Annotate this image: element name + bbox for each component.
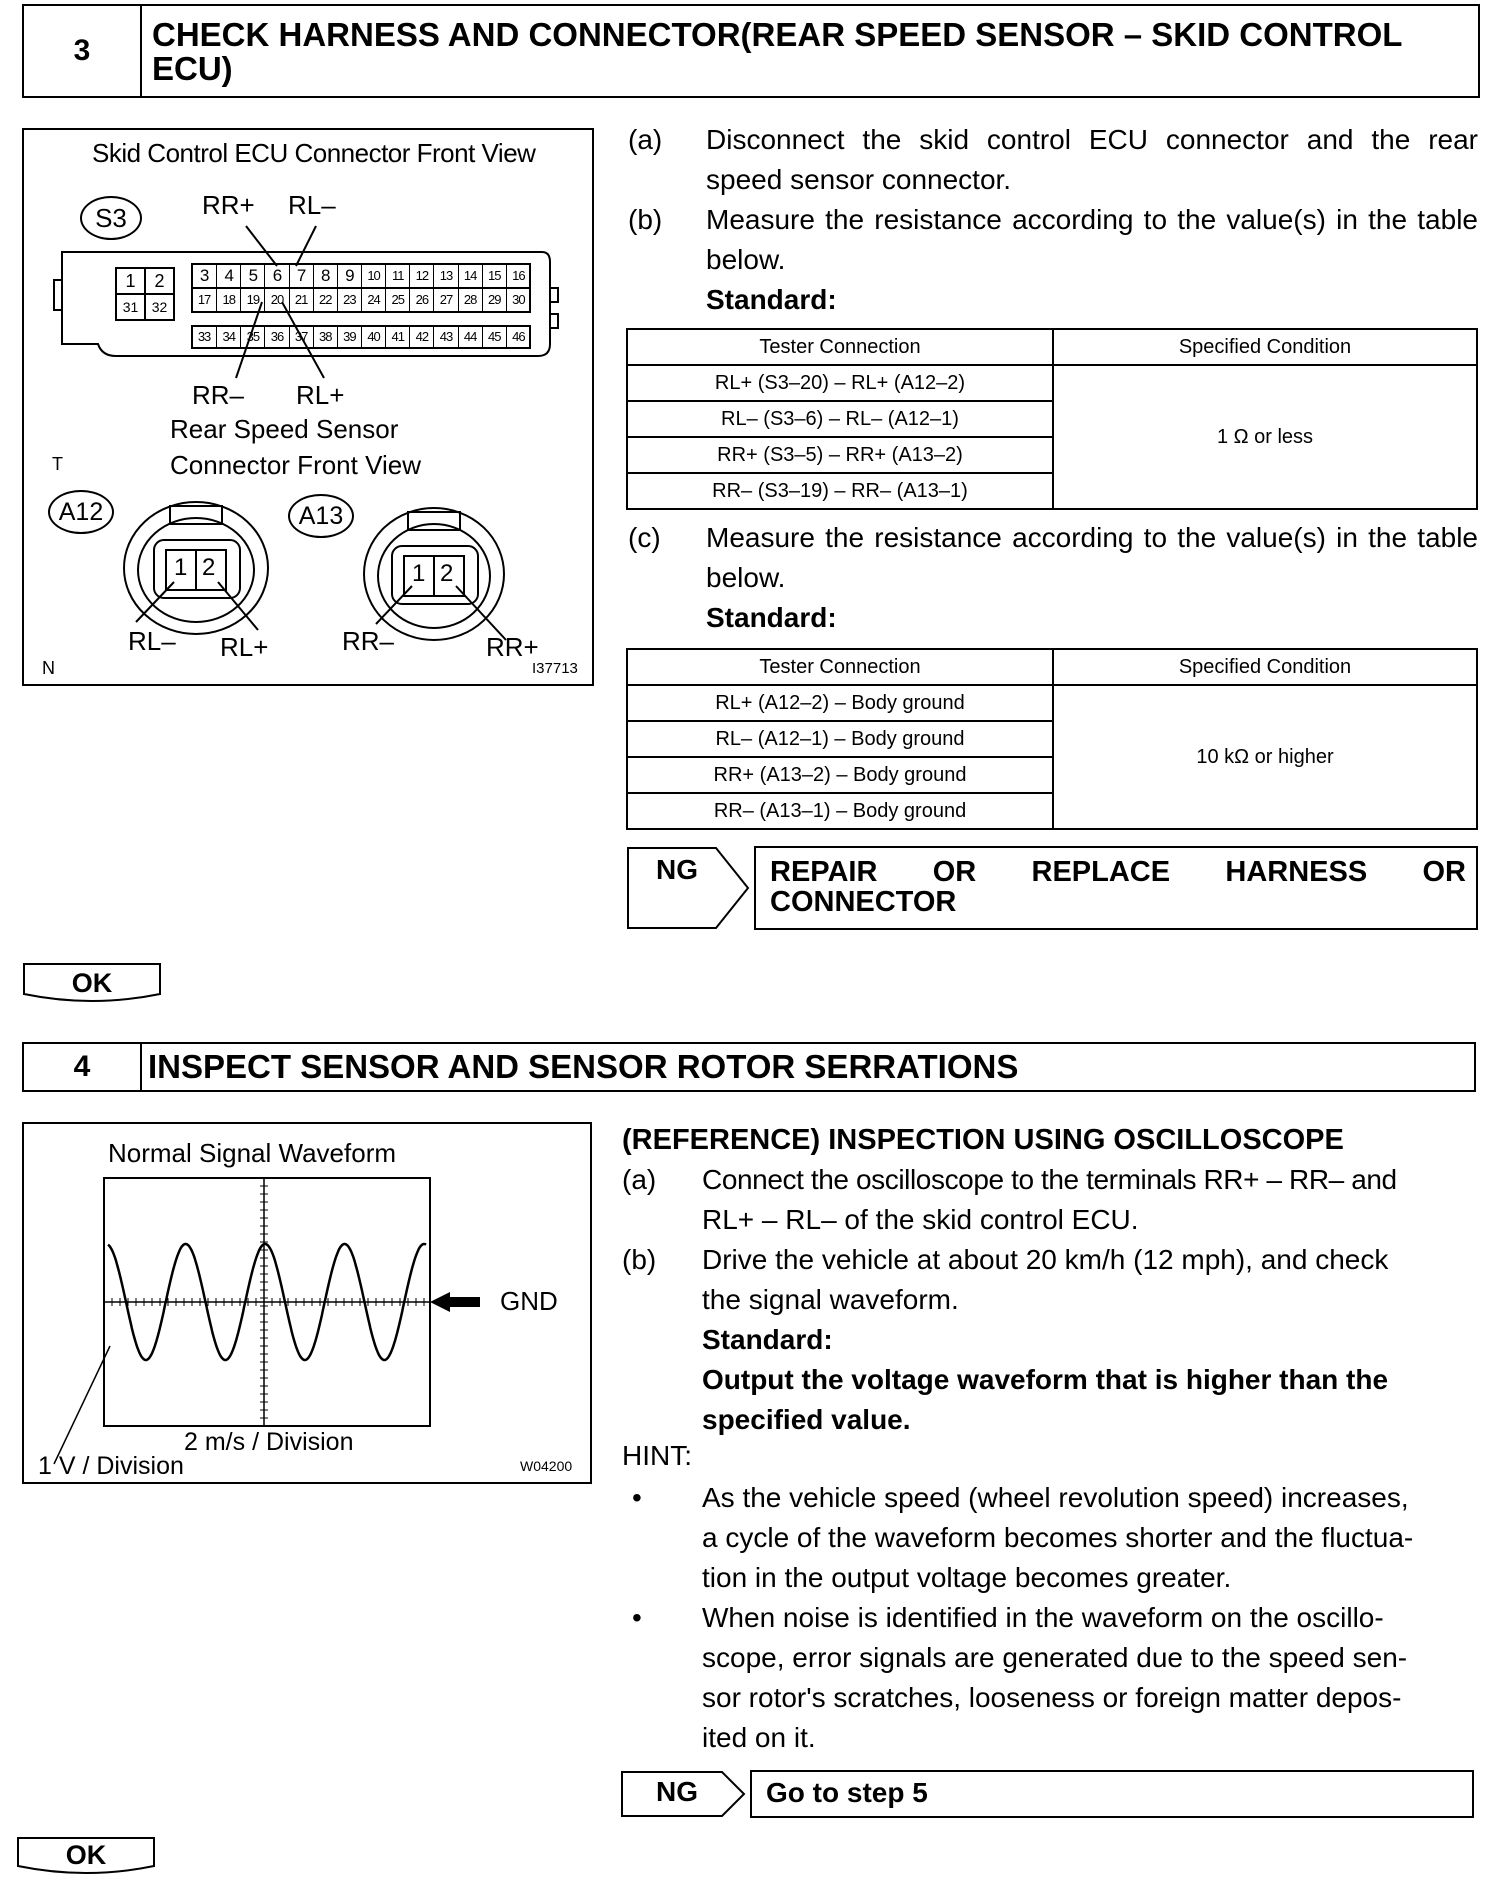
ecu-pin: 5 <box>240 264 264 288</box>
ecu-pin: 21 <box>289 288 313 312</box>
ecu-pin: 40 <box>361 326 385 348</box>
step3-ng-action-line2: CONNECTOR <box>770 886 957 918</box>
hint-2-line-1: When noise is identified in the waveform on the oscillo- <box>702 1602 1384 1633</box>
ecu-pin: 1 <box>125 271 136 291</box>
ecu-pin: 6 <box>264 264 288 288</box>
ecu-pin: 29 <box>482 288 506 312</box>
ecu-pin: 13 <box>433 264 457 288</box>
a13-pin-1: 1 <box>412 560 426 587</box>
step4-standard-label: Standard: <box>702 1324 833 1355</box>
step4-standard-value-1: Output the voltage waveform that is higher than the <box>702 1364 1389 1395</box>
ecu-pin: 20 <box>264 288 288 312</box>
hint-bullet-1: • <box>632 1482 642 1513</box>
step4-standard-value-2: specified value. <box>702 1404 911 1435</box>
step3-title: CHECK HARNESS AND CONNECTOR(REAR SPEED SENSOR – SKID CONTROL ECU) <box>152 16 1402 87</box>
hint-label: HINT: <box>622 1440 692 1471</box>
table1-row: RR+ (S3–5) – RR+ (A13–2) <box>627 437 1053 473</box>
hint-bullet-2: • <box>632 1602 642 1633</box>
ecu-pin: 12 <box>409 264 433 288</box>
step4-figure <box>22 1122 592 1484</box>
ecu-pin: 15 <box>482 264 506 288</box>
ecu-pin: 35 <box>240 326 264 348</box>
a13-label-rr-minus: RR– <box>342 626 395 656</box>
ecu-pin: 41 <box>385 326 409 348</box>
step3-ng-action-box <box>754 846 1478 930</box>
ecu-pin: 30 <box>506 288 530 312</box>
step4-number: 4 <box>24 1044 142 1090</box>
figure-code-step4: W04200 <box>520 1458 573 1474</box>
step4-ng-branch <box>620 1770 1474 1818</box>
gnd-arrow-icon <box>430 1292 480 1312</box>
table1-row: RR– (S3–19) – RR– (A13–1) <box>627 473 1053 509</box>
ecu-pin: 28 <box>458 288 482 312</box>
step3-ok-label: OK <box>71 968 113 998</box>
table1-condition: 1 Ω or less <box>1053 365 1477 509</box>
step3-marker-c: (c) <box>628 522 661 553</box>
hint-2-line-3: sor rotor's scratches, looseness or foreign matter depos- <box>702 1682 1402 1713</box>
a12-label-rl-minus: RL– <box>128 626 176 656</box>
corner-mark-n: N <box>42 658 55 678</box>
resistance-table-2 <box>626 648 1478 830</box>
step4-ng-action-box <box>750 1770 1474 1818</box>
step4-marker-b: (b) <box>622 1244 657 1275</box>
step4-text-a-1: Connect the oscilloscope to the terminals RR+ – RR– and <box>702 1164 1397 1195</box>
ecu-pin: 38 <box>313 326 337 348</box>
connector-id-s3-text: S3 <box>95 203 127 233</box>
a13-pin-2: 2 <box>440 560 454 587</box>
ecu-pin: 19 <box>240 288 264 312</box>
ecu-connector-heading: Skid Control ECU Connector Front View <box>92 138 536 168</box>
hint-2-line-2: scope, error signals are generated due to the speed sen- <box>702 1642 1408 1673</box>
volt-division-label: 1 V / Division <box>38 1452 184 1480</box>
resistance-table-1 <box>626 328 1478 510</box>
hint-2-line-4: ited on it. <box>702 1722 816 1753</box>
ecu-pin: 25 <box>385 288 409 312</box>
reference-heading: (REFERENCE) INSPECTION USING OSCILLOSCOPE <box>622 1124 1344 1156</box>
step4-text-b-1: Drive the vehicle at about 20 km/h (12 mph), and check <box>702 1244 1389 1275</box>
step4-ok-label: OK <box>65 1840 107 1870</box>
ecu-pin: 43 <box>433 326 457 348</box>
ecu-pin: 44 <box>458 326 482 348</box>
step4-title: INSPECT SENSOR AND SENSOR ROTOR SERRATIONS <box>148 1048 1019 1085</box>
a12-pin-1: 1 <box>174 554 188 581</box>
step3-figure <box>22 128 594 686</box>
ecu-pin: 37 <box>289 326 313 348</box>
ecu-pin: 34 <box>216 326 240 348</box>
hint-1-line-3: tion in the output voltage becomes greater. <box>702 1562 1232 1593</box>
step3-ng-action-line1 <box>770 856 1466 889</box>
step4-marker-a: (a) <box>622 1164 657 1195</box>
label-rr-plus-top: RR+ <box>202 190 255 220</box>
ng-word: HARNESS <box>1225 856 1368 888</box>
step4-header <box>22 1042 1476 1092</box>
step3-ng-label: NG <box>656 854 698 885</box>
step3-ok-button[interactable] <box>22 962 162 1006</box>
a12-label-rl-plus: RL+ <box>220 632 269 662</box>
ecu-pin: 14 <box>458 264 482 288</box>
ecu-pin: 39 <box>337 326 361 348</box>
ecu-pin: 3 <box>199 266 209 285</box>
step3-text-b: Measure the resistance according to the value(s) in the table below. <box>706 204 1478 275</box>
ecu-pin: 8 <box>313 264 337 288</box>
ecu-pin: 36 <box>264 326 288 348</box>
gnd-label: GND <box>500 1286 558 1316</box>
a13-label-rr-plus: RR+ <box>486 632 539 662</box>
table1-header-condition: Specified Condition <box>1053 329 1477 365</box>
table1-row: RL+ (S3–20) – RL+ (A12–2) <box>627 365 1053 401</box>
ng-word: OR <box>1422 856 1466 888</box>
connector-id-a12-text: A12 <box>58 498 104 526</box>
table2-header-connection: Tester Connection <box>627 649 1053 685</box>
table1-header-connection: Tester Connection <box>627 329 1053 365</box>
ecu-pin: 27 <box>433 288 457 312</box>
ecu-pin: 23 <box>337 288 361 312</box>
ng-word: REPLACE <box>1031 856 1171 888</box>
waveform-heading: Normal Signal Waveform <box>108 1138 397 1168</box>
step3-standard-label-2: Standard: <box>706 602 837 633</box>
ecu-pin: 18 <box>216 288 240 312</box>
step3-standard-label-1: Standard: <box>706 284 837 315</box>
label-rr-minus-bottom: RR– <box>192 380 245 410</box>
step3-marker-a: (a) <box>628 124 663 155</box>
ng-word: OR <box>932 856 977 888</box>
step3-header <box>22 4 1480 98</box>
ng-word: REPAIR <box>770 856 878 888</box>
ecu-pin: 32 <box>151 299 168 315</box>
table2-row: RR+ (A13–2) – Body ground <box>627 757 1053 793</box>
step3-text-c: Measure the resistance according to the value(s) in the table below. <box>706 522 1478 593</box>
table2-row: RL+ (A12–2) – Body ground <box>627 685 1053 721</box>
ecu-pin: 2 <box>154 271 165 291</box>
rear-sensor-heading-1: Rear Speed Sensor <box>170 414 399 444</box>
ecu-pin: 10 <box>361 264 385 288</box>
step4-text-b-2: the signal waveform. <box>702 1284 959 1315</box>
ecu-pin: 11 <box>385 264 409 288</box>
step4-ok-button[interactable] <box>16 1836 156 1878</box>
ecu-pin: 46 <box>506 326 530 348</box>
a12-pin-2: 2 <box>202 554 216 581</box>
ecu-pin: 17 <box>197 292 211 307</box>
ecu-pin: 31 <box>122 299 139 315</box>
table2-row: RR– (A13–1) – Body ground <box>627 793 1053 829</box>
ecu-pin: 24 <box>361 288 385 312</box>
step4-ng-label: NG <box>656 1776 698 1807</box>
connector-id-a13-text: A13 <box>298 502 344 530</box>
ecu-pin: 42 <box>409 326 433 348</box>
figure-code-step3: I37713 <box>532 660 578 677</box>
ecu-pin: 4 <box>216 264 240 288</box>
hint-1-line-1: As the vehicle speed (wheel revolution speed) increases, <box>702 1482 1409 1513</box>
corner-mark-t: T <box>52 454 63 474</box>
step3-number: 3 <box>24 6 142 96</box>
label-rl-plus-bottom: RL+ <box>296 380 345 410</box>
step3-marker-b: (b) <box>628 204 663 235</box>
step4-ng-action: Go to step 5 <box>766 1777 928 1808</box>
table2-condition: 10 kΩ or higher <box>1053 685 1477 829</box>
rear-sensor-heading-2: Connector Front View <box>170 450 421 480</box>
ecu-pin: 33 <box>197 329 211 344</box>
step3-ng-branch <box>626 846 1478 930</box>
ecu-pin: 7 <box>289 264 313 288</box>
ecu-pin: 16 <box>506 264 530 288</box>
step3-text-a: Disconnect the skid control ECU connector and the rear speed sensor connector. <box>706 124 1478 195</box>
table2-row: RL– (A12–1) – Body ground <box>627 721 1053 757</box>
ecu-pin: 45 <box>482 326 506 348</box>
table1-row: RL– (S3–6) – RL– (A12–1) <box>627 401 1053 437</box>
table2-header-condition: Specified Condition <box>1053 649 1477 685</box>
hint-1-line-2: a cycle of the waveform becomes shorter and the fluctua- <box>702 1522 1414 1553</box>
sensor-connectors-drawing <box>24 130 592 684</box>
ecu-pin: 9 <box>337 264 361 288</box>
time-division-label: 2 m/s / Division <box>184 1428 354 1456</box>
label-rl-minus-top: RL– <box>288 190 336 220</box>
step4-text-a-2: RL+ – RL– of the skid control ECU. <box>702 1204 1139 1235</box>
ecu-pin: 26 <box>409 288 433 312</box>
ecu-pin: 22 <box>313 288 337 312</box>
